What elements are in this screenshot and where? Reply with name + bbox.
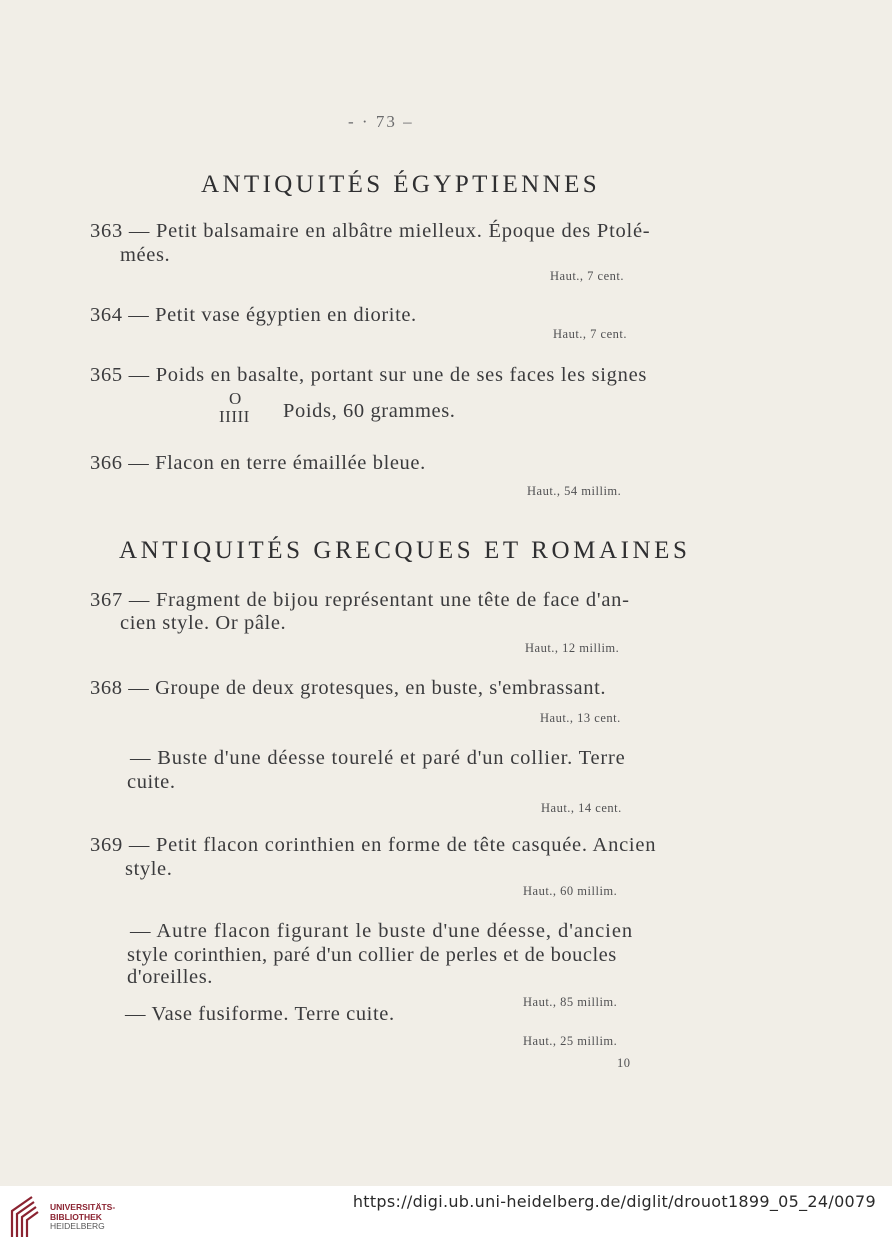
- entry-368-line1: 368 — Groupe de deux grotesques, en buste, s'embrassant.: [90, 677, 607, 699]
- entry-369b-measure: Haut., 85 millim.: [523, 995, 618, 1009]
- signature-mark: 10: [617, 1056, 631, 1070]
- entry-369c-line1: — Vase fusiforme. Terre cuite.: [125, 1003, 395, 1025]
- entry-363-line1: 363 — Petit balsamaire en albâtre mielleux. Époque des Ptolé-: [90, 220, 651, 242]
- entry-366-measure: Haut., 54 millim.: [527, 484, 622, 498]
- entry-365-line1: 365 — Poids en basalte, portant sur une de ses faces les signes: [90, 364, 648, 386]
- entry-369-line2: style.: [125, 858, 173, 880]
- page-number: - · 73 –: [348, 112, 414, 131]
- entry-369-line1: 369 — Petit flacon corinthien en forme de tête casquée. Ancien: [90, 834, 657, 856]
- sign-circle: O: [229, 389, 242, 408]
- entry-367-line1: 367 — Fragment de bijou représentant une tête de face d'an-: [90, 589, 630, 611]
- source-url-link[interactable]: https://digi.ub.uni-heidelberg.de/diglit/drouot1899_05_24/0079: [352, 1192, 876, 1211]
- section-title-greek-roman: ANTIQUITÉS GRECQUES ET ROMAINES: [119, 537, 691, 564]
- entry-363-line2: mées.: [120, 244, 171, 266]
- entry-368b-measure: Haut., 14 cent.: [541, 801, 622, 815]
- library-name-line3: HEIDELBERG: [50, 1221, 105, 1231]
- entry-369b-line1: — Autre flacon figurant le buste d'une déesse, d'ancien: [130, 920, 634, 942]
- entry-369b-line2: style corinthien, paré d'un collier de perles et de boucles: [127, 944, 617, 966]
- entry-367-line2: cien style. Or pâle.: [120, 612, 287, 634]
- section-title-egyptian: ANTIQUITÉS ÉGYPTIENNES: [201, 171, 601, 198]
- library-name-line2: BIBLIOTHEK: [50, 1211, 102, 1222]
- entry-368-measure: Haut., 13 cent.: [540, 711, 621, 725]
- entry-364-measure: Haut., 7 cent.: [553, 327, 627, 341]
- entry-368b-line1: — Buste d'une déesse tourelé et paré d'un collier. Terre: [130, 747, 626, 769]
- entry-369c-measure: Haut., 25 millim.: [523, 1034, 618, 1048]
- entry-364-line1: 364 — Petit vase égyptien en diorite.: [90, 304, 417, 326]
- entry-369-measure: Haut., 60 millim.: [523, 884, 618, 898]
- entry-366-line1: 366 — Flacon en terre émaillée bleue.: [90, 452, 426, 474]
- sign-strokes: IIIII: [219, 407, 250, 426]
- library-name: [50, 1203, 115, 1232]
- entry-363-measure: Haut., 7 cent.: [550, 269, 624, 283]
- entry-368b-line2: cuite.: [127, 771, 176, 793]
- entry-369b-line3: d'oreilles.: [127, 966, 214, 988]
- entry-367-measure: Haut., 12 millim.: [525, 641, 620, 655]
- library-name-line1: UNIVERSITÄTS-: [50, 1202, 116, 1212]
- entry-365-line2: Poids, 60 grammes.: [283, 400, 456, 422]
- library-logo-icon: [8, 1193, 44, 1239]
